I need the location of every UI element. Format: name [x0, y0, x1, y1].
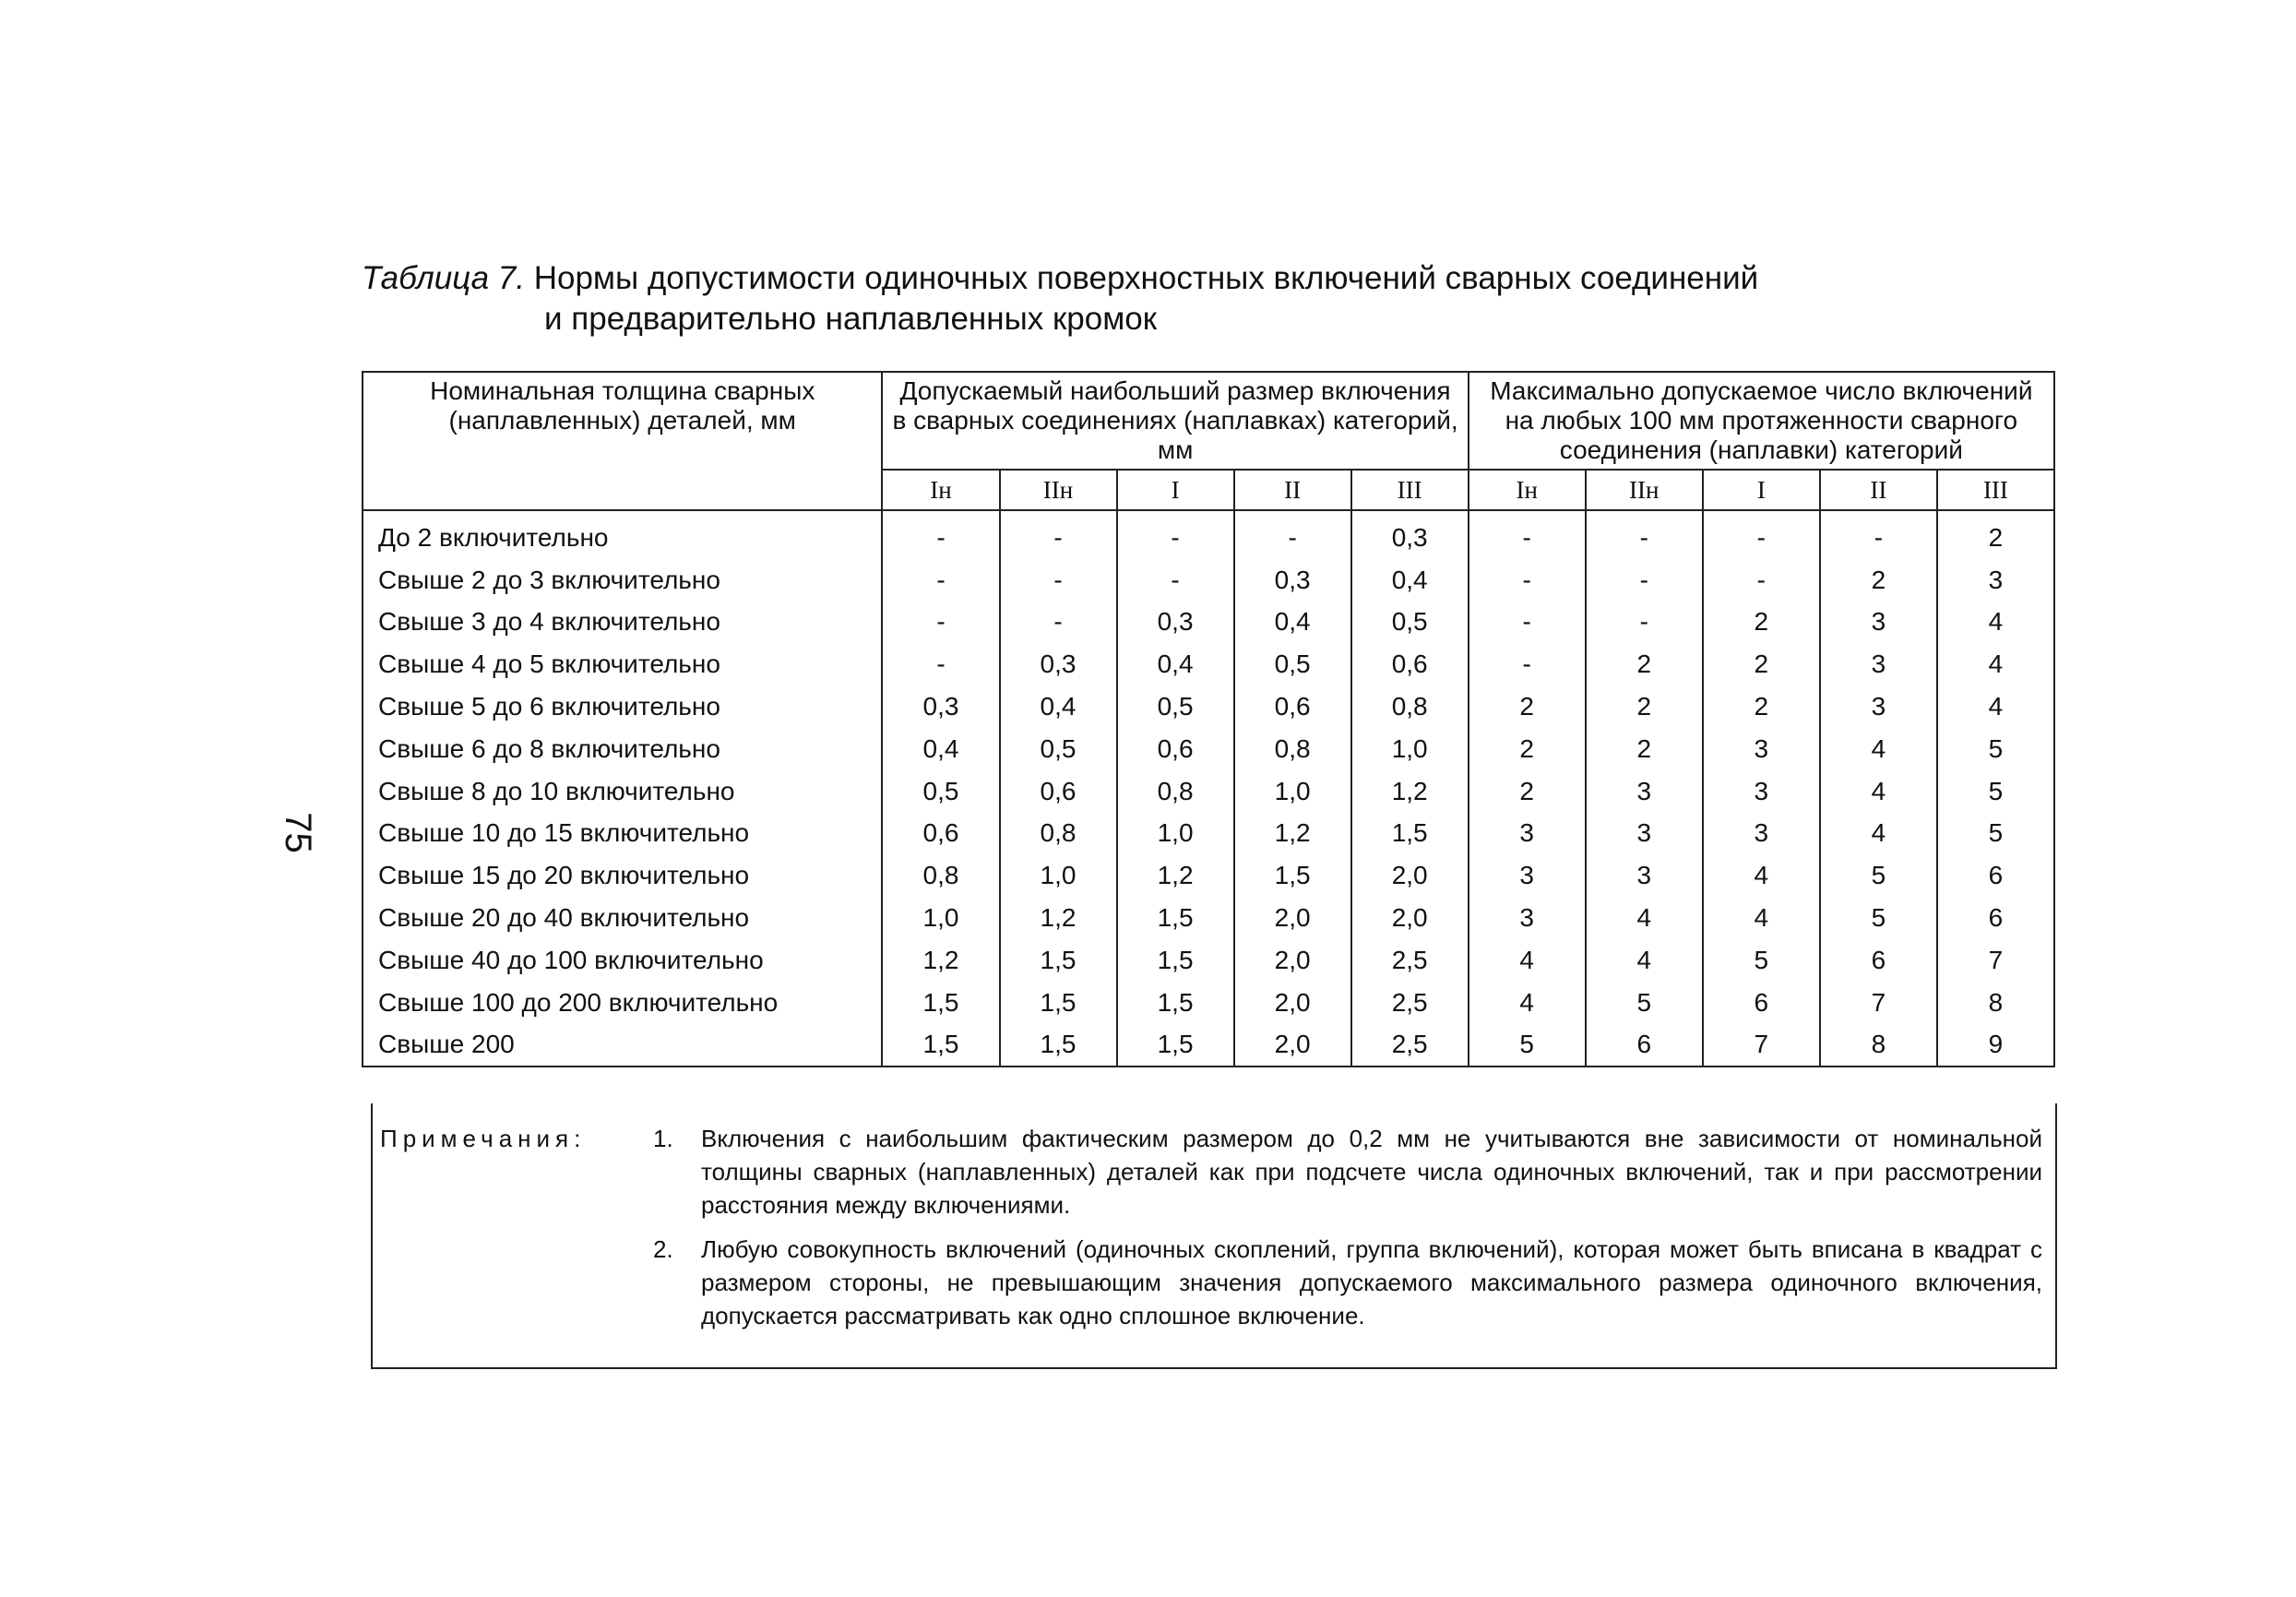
table-cell: 0,6: [1000, 770, 1117, 813]
table-cell: 5: [1586, 982, 1703, 1024]
table-cell: -: [1000, 510, 1117, 559]
table-cell: 3: [1469, 854, 1586, 897]
table-cell: 4: [1703, 897, 1820, 939]
row-label: Свыше 5 до 6 включительно: [363, 685, 882, 728]
table-row: [363, 939, 2054, 982]
note-number: 2.: [653, 1235, 673, 1263]
row-label: Свыше 6 до 8 включительно: [363, 728, 882, 770]
table-cell: 1,0: [1351, 728, 1469, 770]
table-cell: 8: [1937, 982, 2054, 1024]
title-prefix: Таблица 7.: [362, 260, 525, 296]
table-cell: 3: [1820, 643, 1937, 685]
header-count: Максимально допускаемое число включений на любых 100 мм протяженности сварного соединения (наплавки) категорий: [1469, 372, 2054, 470]
table-cell: 0,4: [1351, 559, 1469, 602]
table-cell: 3: [1703, 770, 1820, 813]
table-cell: 6: [1586, 1024, 1703, 1067]
table-cell: 1,5: [1000, 939, 1117, 982]
table-cell: 2,0: [1234, 1024, 1351, 1067]
table-cell: 1,5: [1234, 854, 1351, 897]
table-cell: 0,5: [1000, 728, 1117, 770]
table-cell: 3: [1469, 813, 1586, 855]
row-label: Свыше 20 до 40 включительно: [363, 897, 882, 939]
table-cell: -: [1000, 602, 1117, 644]
table-cell: 9: [1937, 1024, 2054, 1067]
table-cell: -: [882, 559, 999, 602]
table-cell: 4: [1937, 685, 2054, 728]
table-cell: 5: [1937, 770, 2054, 813]
category-header: I: [1117, 470, 1234, 510]
table-cell: 3: [1469, 897, 1586, 939]
table-row: [363, 643, 2054, 685]
table-cell: -: [1820, 510, 1937, 559]
table-cell: 0,5: [1234, 643, 1351, 685]
table-cell: 3: [1703, 813, 1820, 855]
table-cell: 5: [1469, 1024, 1586, 1067]
table-cell: -: [1586, 602, 1703, 644]
table-row: [363, 728, 2054, 770]
table-cell: -: [1000, 559, 1117, 602]
table-cell: -: [1469, 643, 1586, 685]
table-cell: 6: [1937, 854, 2054, 897]
note-text: Включения с наибольшим фактическим размером до 0,2 мм не учитываются вне зависимости от номинальной толщины сварных (наплавленных) деталей как при подсчете числа одиночных включений, так и при рассмотрении расстояния между включениями.: [701, 1125, 2042, 1219]
category-header: III: [1351, 470, 1469, 510]
note-item: [653, 1122, 2042, 1222]
category-header: II: [1820, 470, 1937, 510]
table-cell: 5: [1820, 897, 1937, 939]
table-cell: 0,8: [1000, 813, 1117, 855]
table-cell: 2,0: [1351, 897, 1469, 939]
table-cell: 1,5: [882, 1024, 999, 1067]
table-cell: 2,5: [1351, 939, 1469, 982]
table-cell: 1,5: [1000, 982, 1117, 1024]
table-cell: 1,5: [1000, 1024, 1117, 1067]
table-cell: 0,8: [1117, 770, 1234, 813]
row-label: Свыше 15 до 20 включительно: [363, 854, 882, 897]
table-cell: 2,0: [1234, 982, 1351, 1024]
table-body: [363, 510, 2054, 1067]
table-cell: 5: [1820, 854, 1937, 897]
table-cell: 3: [1937, 559, 2054, 602]
row-label: Свыше 2 до 3 включительно: [363, 559, 882, 602]
category-header: I: [1703, 470, 1820, 510]
table-cell: 2,0: [1234, 897, 1351, 939]
table-cell: 4: [1586, 897, 1703, 939]
table-cell: -: [1469, 602, 1586, 644]
norms-table: [362, 371, 2055, 1067]
category-header: Iн: [882, 470, 999, 510]
table-cell: 2,5: [1351, 1024, 1469, 1067]
table-cell: -: [1586, 559, 1703, 602]
table-cell: 7: [1703, 1024, 1820, 1067]
table-cell: 7: [1937, 939, 2054, 982]
table-cell: 0,4: [1000, 685, 1117, 728]
table-row: [363, 559, 2054, 602]
table-cell: 0,3: [1234, 559, 1351, 602]
table-cell: 1,5: [1351, 813, 1469, 855]
table-cell: 2: [1469, 770, 1586, 813]
table-cell: 5: [1703, 939, 1820, 982]
table-cell: 1,2: [1234, 813, 1351, 855]
table-cell: 0,8: [882, 854, 999, 897]
table-cell: 4: [1586, 939, 1703, 982]
note-item: [653, 1233, 2042, 1332]
table-cell: 2: [1820, 559, 1937, 602]
table-row: [363, 897, 2054, 939]
table-row: [363, 1024, 2054, 1067]
table-cell: -: [1703, 510, 1820, 559]
table-row: [363, 770, 2054, 813]
table-cell: 1,0: [1234, 770, 1351, 813]
table-cell: 8: [1820, 1024, 1937, 1067]
table-cell: -: [882, 643, 999, 685]
table-cell: -: [1703, 559, 1820, 602]
table-cell: 2,5: [1351, 982, 1469, 1024]
table-cell: 4: [1820, 813, 1937, 855]
table-cell: 3: [1586, 813, 1703, 855]
page-number: 75: [277, 812, 318, 853]
table-row: [363, 813, 2054, 855]
table-row: [363, 602, 2054, 644]
table-cell: -: [882, 602, 999, 644]
table-cell: 0,4: [882, 728, 999, 770]
table-cell: 1,5: [882, 982, 999, 1024]
table-cell: 4: [1703, 854, 1820, 897]
table-cell: -: [1469, 559, 1586, 602]
table-cell: 1,2: [1000, 897, 1117, 939]
table-cell: 3: [1820, 685, 1937, 728]
table-row: [363, 510, 2054, 559]
table-cell: 4: [1937, 602, 2054, 644]
table-cell: 0,8: [1351, 685, 1469, 728]
category-header: IIн: [1000, 470, 1117, 510]
table-cell: 2,0: [1234, 939, 1351, 982]
table-cell: 6: [1703, 982, 1820, 1024]
table-cell: 3: [1703, 728, 1820, 770]
table-cell: -: [1586, 510, 1703, 559]
table-cell: 1,2: [1351, 770, 1469, 813]
table-cell: 0,6: [1117, 728, 1234, 770]
row-label: Свыше 3 до 4 включительно: [363, 602, 882, 644]
row-label: Свыше 40 до 100 включительно: [363, 939, 882, 982]
note-text: Любую совокупность включений (одиночных скоплений, группа включений), которая может быть вписана в квадрат с размером стороны, не превышающим значения допускаемого максимального размера одиночного включения, допускается рассматривать как одно сплошное включение.: [701, 1235, 2042, 1329]
table-row: [363, 982, 2054, 1024]
table-cell: 5: [1937, 813, 2054, 855]
table-cell: 6: [1820, 939, 1937, 982]
table-cell: 0,6: [1234, 685, 1351, 728]
table-cell: -: [1117, 510, 1234, 559]
row-label: Свыше 4 до 5 включительно: [363, 643, 882, 685]
table-cell: 5: [1937, 728, 2054, 770]
table-cell: 7: [1820, 982, 1937, 1024]
table-cell: 1,5: [1117, 982, 1234, 1024]
table-cell: -: [1117, 559, 1234, 602]
table-cell: 0,3: [1000, 643, 1117, 685]
table-cell: 4: [1469, 982, 1586, 1024]
notes-section: [371, 1103, 2057, 1369]
table-cell: 1,0: [882, 897, 999, 939]
table-cell: 1,2: [1117, 854, 1234, 897]
table-cell: 2: [1703, 602, 1820, 644]
table-cell: 1,5: [1117, 1024, 1234, 1067]
table-cell: 0,4: [1234, 602, 1351, 644]
table-cell: -: [1469, 510, 1586, 559]
table-cell: 2: [1703, 685, 1820, 728]
table-cell: 3: [1820, 602, 1937, 644]
table-cell: 2: [1586, 728, 1703, 770]
row-label: Свыше 8 до 10 включительно: [363, 770, 882, 813]
row-label: До 2 включительно: [363, 510, 882, 559]
table-cell: 1,0: [1117, 813, 1234, 855]
table-cell: 4: [1820, 770, 1937, 813]
header-row: [363, 372, 2054, 470]
table-cell: 4: [1469, 939, 1586, 982]
table-cell: 2: [1586, 643, 1703, 685]
table-cell: 2: [1703, 643, 1820, 685]
table-cell: 2: [1586, 685, 1703, 728]
table-cell: 0,5: [882, 770, 999, 813]
table-cell: 1,2: [882, 939, 999, 982]
table-cell: 0,3: [1117, 602, 1234, 644]
table-row: [363, 685, 2054, 728]
table-cell: -: [1234, 510, 1351, 559]
category-header: III: [1937, 470, 2054, 510]
category-header: II: [1234, 470, 1351, 510]
table-cell: 1,5: [1117, 939, 1234, 982]
title-line-1: Нормы допустимости одиночных поверхностных включений сварных соединений: [533, 260, 1759, 296]
table-cell: 3: [1586, 770, 1703, 813]
table-cell: 2: [1469, 685, 1586, 728]
category-header: IIн: [1586, 470, 1703, 510]
category-header: Iн: [1469, 470, 1586, 510]
title-line-2: и предварительно наплавленных кромок: [544, 301, 1158, 337]
table-cell: 0,6: [882, 813, 999, 855]
row-label: Свыше 10 до 15 включительно: [363, 813, 882, 855]
table-title: [362, 258, 1758, 340]
table-cell: 0,5: [1351, 602, 1469, 644]
header-size: Допускаемый наибольший размер включения в сварных соединениях (наплавках) категорий, мм: [882, 372, 1468, 470]
row-label: Свыше 100 до 200 включительно: [363, 982, 882, 1024]
table-cell: 3: [1586, 854, 1703, 897]
table-cell: 0,5: [1117, 685, 1234, 728]
table-cell: 4: [1820, 728, 1937, 770]
table-cell: 0,6: [1351, 643, 1469, 685]
table-cell: 0,3: [882, 685, 999, 728]
table-cell: 4: [1937, 643, 2054, 685]
notes-heading: Примечания:: [380, 1125, 587, 1152]
table-cell: 1,5: [1117, 897, 1234, 939]
table-cell: 2,0: [1351, 854, 1469, 897]
table-cell: -: [882, 510, 999, 559]
table-cell: 2: [1937, 510, 2054, 559]
table-row: [363, 854, 2054, 897]
note-number: 1.: [653, 1125, 673, 1152]
table-cell: 0,4: [1117, 643, 1234, 685]
table-cell: 6: [1937, 897, 2054, 939]
table-cell: 2: [1469, 728, 1586, 770]
table-cell: 0,8: [1234, 728, 1351, 770]
table-cell: 0,3: [1351, 510, 1469, 559]
header-thickness: Номинальная толщина сварных (наплавленных) деталей, мм: [363, 372, 882, 510]
table-cell: 1,0: [1000, 854, 1117, 897]
row-label: Свыше 200: [363, 1024, 882, 1067]
